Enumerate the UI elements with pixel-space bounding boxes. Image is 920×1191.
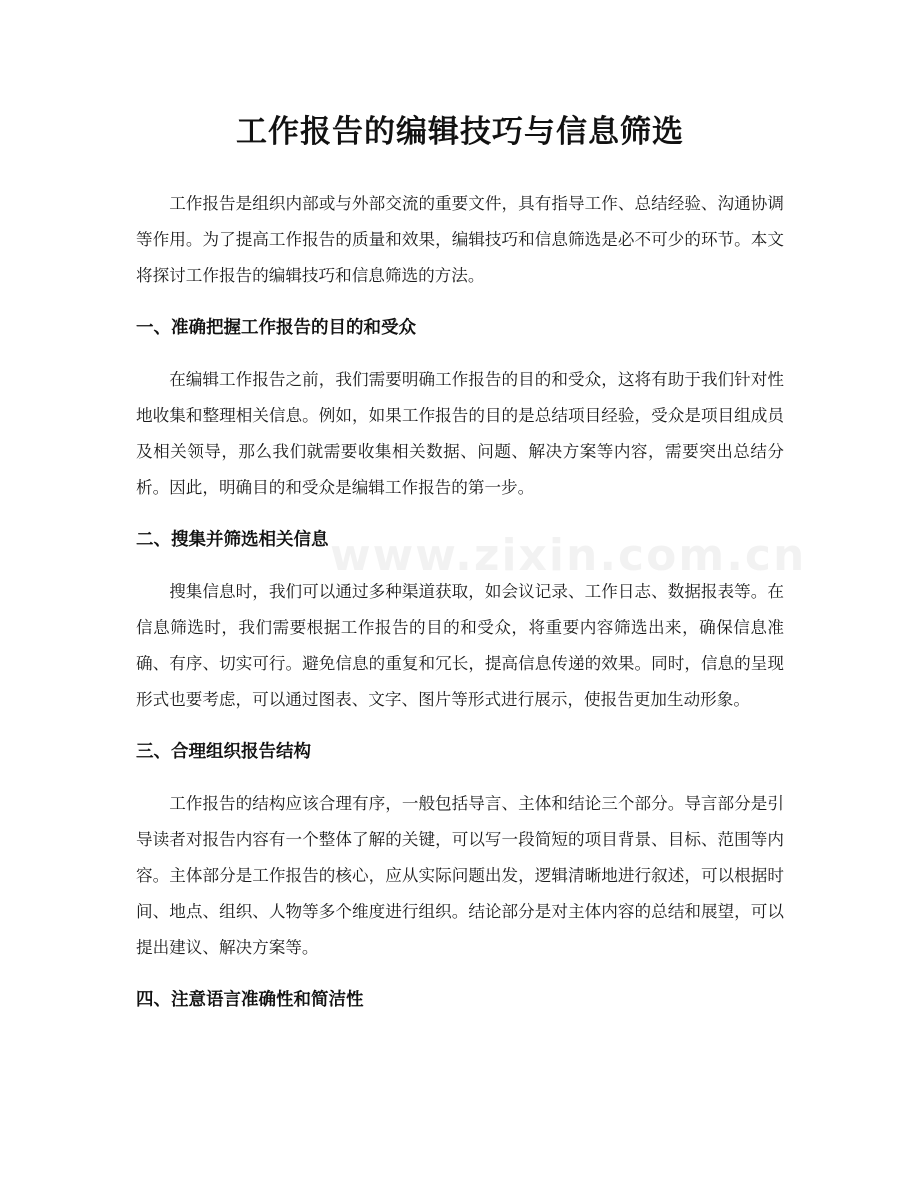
section-3: [136, 734, 784, 966]
section-2: [136, 522, 784, 718]
section-paragraph: 搜集信息时，我们可以通过多种渠道获取，如会议记录、工作日志、数据报表等。在信息筛选时，我们需要根据工作报告的目的和受众，将重要内容筛选出来，确保信息准确、有序、切实可行。避免信息的重复和冗长，提高信息传递的效果。同时，信息的呈现形式也要考虑，可以通过图表、文字、图片等形式进行展示，使报告更加生动形象。: [136, 582, 784, 709]
watermark-text: www.zixin.com.cn: [330, 530, 807, 581]
section-4: [136, 982, 784, 1018]
section-heading: 二、搜集并筛选相关信息: [136, 530, 329, 550]
section-paragraph: 在编辑工作报告之前，我们需要明确工作报告的目的和受众，这将有助于我们针对性地收集和整理相关信息。例如，如果工作报告的目的是总结项目经验，受众是项目组成员及相关领导，那么我们就需要收集相关数据、问题、解决方案等内容，需要突出总结分析。因此，明确目的和受众是编辑工作报告的第一步。: [136, 370, 784, 497]
section-heading: 一、准确把握工作报告的目的和受众: [136, 318, 416, 338]
section-1: [136, 310, 784, 506]
section-heading: 四、注意语言准确性和简洁性: [136, 990, 364, 1010]
section-paragraph: 工作报告的结构应该合理有序，一般包括导言、主体和结论三个部分。导言部分是引导读者对报告内容有一个整体了解的关键，可以写一段简短的项目背景、目标、范围等内容。主体部分是工作报告的核心，应从实际问题出发，逻辑清晰地进行叙述，可以根据时间、地点、组织、人物等多个维度进行组织。结论部分是对主体内容的总结和展望，可以提出建议、解决方案等。: [136, 794, 784, 957]
intro-paragraph: 工作报告是组织内部或与外部交流的重要文件，具有指导工作、总结经验、沟通协调等作用。为了提高工作报告的质量和效果，编辑技巧和信息筛选是必不可少的环节。本文将探讨工作报告的编辑技巧和信息筛选的方法。: [136, 194, 784, 285]
intro-block: [136, 186, 784, 294]
section-heading: 三、合理组织报告结构: [136, 742, 311, 762]
document-title: 工作报告的编辑技巧与信息筛选: [236, 114, 684, 150]
